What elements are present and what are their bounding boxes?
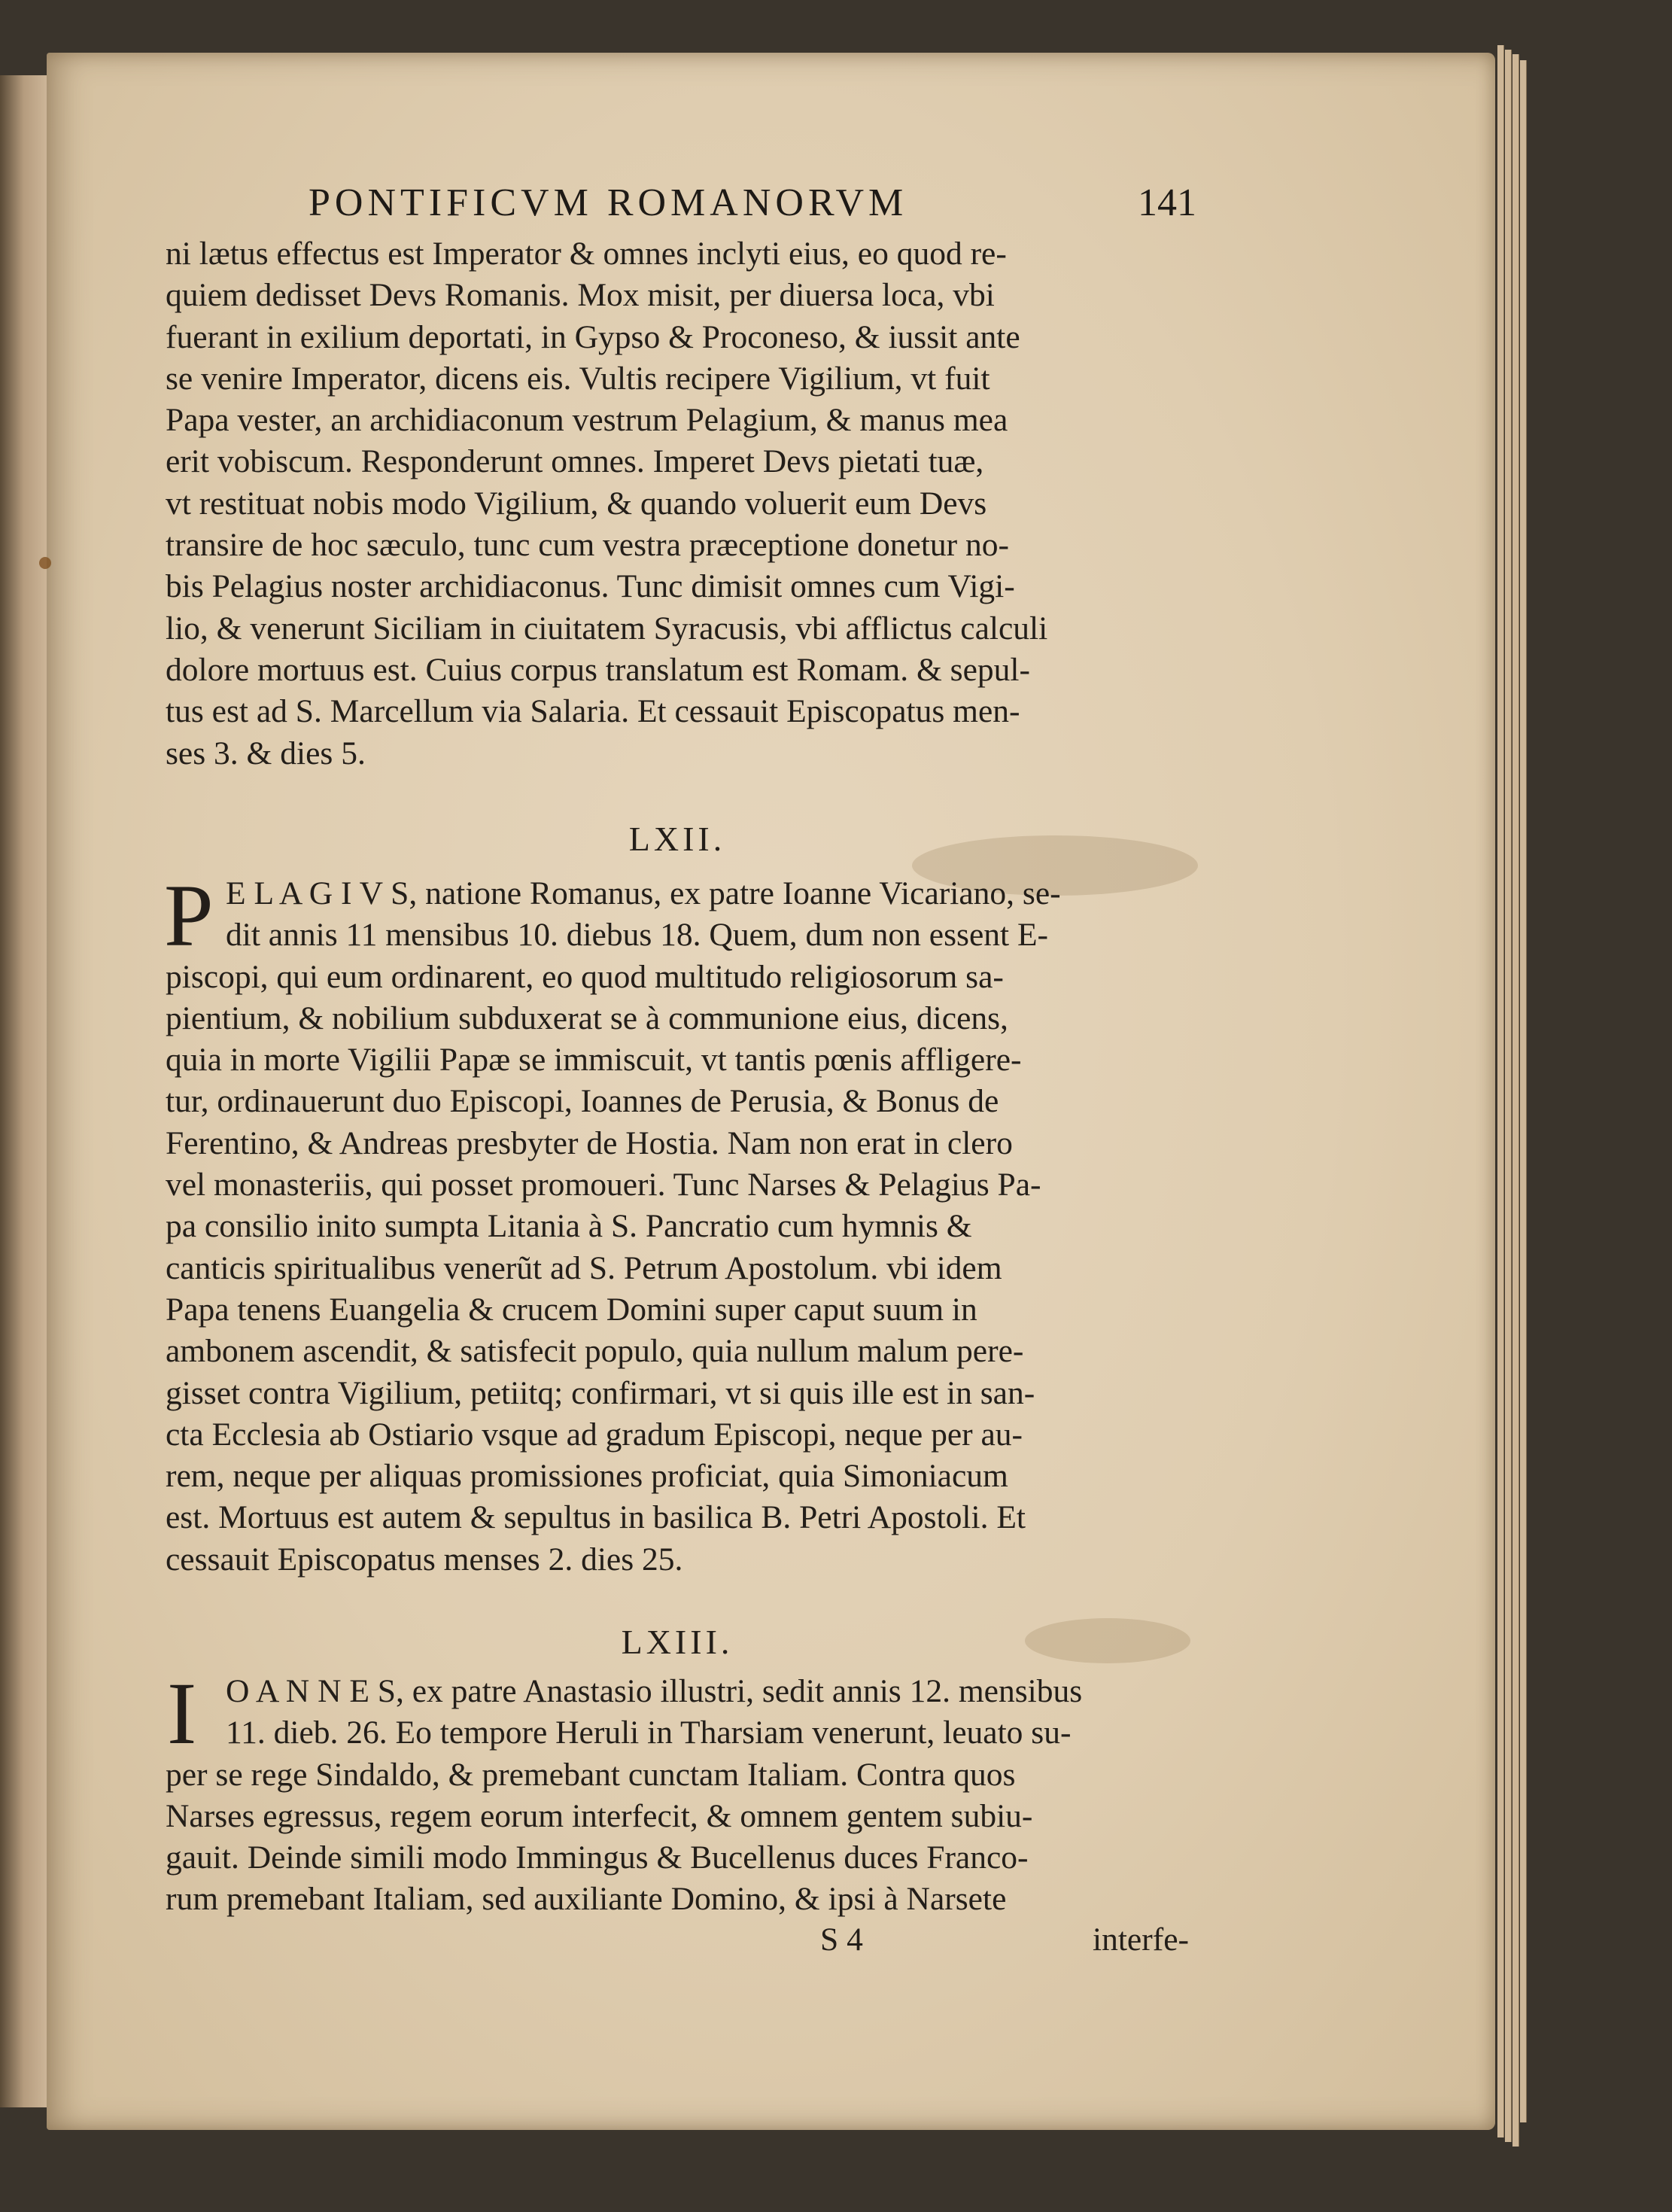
- text-line: rem, neque per aliquas promissiones proficiat, quia Simoniacum: [166, 1458, 1008, 1495]
- text-line: canticis spiritualibus venerũt ad S. Petrum Apostolum. vbi idem: [166, 1249, 1002, 1286]
- text-line: 11. dieb. 26. Eo tempore Heruli in Tharsiam venerunt, leuato su-: [226, 1715, 1072, 1751]
- text-line: transire de hoc sæculo, tunc cum vestra præceptione donetur no-: [166, 527, 1009, 564]
- section-heading-lxii: LXII.: [628, 820, 726, 858]
- stain: [39, 557, 51, 569]
- section-1-text: [166, 233, 1189, 774]
- running-head: [309, 181, 1196, 241]
- text-line: cessauit Episcopatus menses 2. dies 25.: [166, 1541, 683, 1578]
- text-line: pientium, & nobilium subduxerat se à communione eius, dicens,: [166, 1000, 1008, 1036]
- text-line: ses 3. & dies 5.: [166, 735, 366, 771]
- text-line: dit annis 11 mensibus 10. diebus 18. Quem, dum non essent E-: [226, 917, 1049, 954]
- page-stack-edge: [1505, 50, 1512, 2142]
- text-line: Papa tenens Euangelia & crucem Domini super caput suum in: [166, 1291, 977, 1328]
- text-line: O A N N E S, ex patre Anastasio illustri, sedit annis 12. mensibus: [226, 1673, 1083, 1709]
- text-line: Papa vester, an archidiaconum vestrum Pelagium, & manus mea: [166, 402, 1008, 439]
- text-line: est. Mortuus est autem & sepultus in basilica B. Petri Apostoli. Et: [166, 1499, 1026, 1536]
- text-line: tus est ad S. Marcellum via Salaria. Et cessauit Episcopatus men-: [166, 693, 1020, 730]
- section-heading-lxiii: LXIII.: [621, 1623, 734, 1661]
- text-line: dolore mortuus est. Cuius corpus translatum est Romam. & sepul-: [166, 651, 1030, 688]
- text-line: fuerant in exilium deportati, in Gypso & Proconeso, & iussit ante: [166, 318, 1020, 355]
- text-line: ambonem ascendit, & satisfecit populo, quia nullum malum pere-: [166, 1333, 1024, 1370]
- catchword: interfe-: [1093, 1921, 1189, 1958]
- text-line: vel monasteriis, qui posset promoueri. Tunc Narses & Pelagius Pa-: [166, 1167, 1041, 1203]
- text-line: cta Ecclesia ab Ostiario vsque ad gradum Episcopi, neque per au-: [166, 1416, 1023, 1453]
- text-line: E L A G I V S, natione Romanus, ex patre Ioanne Vicariano, se-: [226, 875, 1061, 911]
- text-line: bis Pelagius noster archidiaconus. Tunc dimisit omnes cum Vigi-: [166, 568, 1015, 605]
- text-line: ni lætus effectus est Imperator & omnes inclyti eius, eo quod re-: [166, 236, 1007, 272]
- text-line: erit vobiscum. Responderunt omnes. Imperet Devs pietati tuæ,: [166, 443, 984, 480]
- page-number: 141: [1138, 181, 1196, 224]
- text-line: per se rege Sindaldo, & premebant cunctam Italiam. Contra quos: [166, 1756, 1016, 1793]
- text-line: pa consilio inito sumpta Litania à S. Pancratio cum hymnis &: [166, 1208, 972, 1245]
- drop-cap-p: P: [164, 866, 214, 965]
- text-line: lio, & venerunt Siciliam in ciuitatem Syracusis, vbi afflictus calculi: [166, 610, 1048, 647]
- section-3-text: [166, 1664, 1189, 1921]
- text-line: Narses egressus, regem eorum interfecit, & omnem gentem subiu-: [166, 1797, 1033, 1834]
- text-line: piscopi, qui eum ordinarent, eo quod multitudo religiosorum sa-: [166, 958, 1004, 995]
- page-stack-edge: [1497, 45, 1504, 2137]
- signature-mark: S 4: [820, 1921, 863, 1958]
- drop-cap-i: I: [167, 1664, 197, 1763]
- page-stack-edge: [1512, 54, 1519, 2147]
- running-title: PONTIFICVM ROMANORVM: [309, 181, 908, 224]
- text-line: tur, ordinauerunt duo Episcopi, Ioannes de Perusia, & Bonus de: [166, 1083, 999, 1120]
- text-line: gauit. Deinde simili modo Immingus & Bucellenus duces Franco-: [166, 1839, 1029, 1876]
- text-line: vt restituat nobis modo Vigilium, & quando voluerit eum Devs: [166, 485, 987, 522]
- page-stack-edge: [1520, 60, 1527, 2122]
- text-line: rum premebant Italiam, sed auxiliante Domino, & ipsi à Narsete: [166, 1881, 1007, 1918]
- facing-page-edge: [0, 75, 53, 2107]
- text-line: se venire Imperator, dicens eis. Vultis recipere Vigilium, vt fuit: [166, 360, 990, 397]
- text-line: Ferentino, & Andreas presbyter de Hostia. Nam non erat in clero: [166, 1124, 1013, 1161]
- text-line: quiem dedisset Devs Romanis. Mox misit, per diuersa loca, vbi: [166, 277, 995, 314]
- text-line: quia in morte Vigilii Papæ se immiscuit, vt tantis pœnis affligere-: [166, 1042, 1022, 1079]
- text-line: gisset contra Vigilium, petiitq; confirmari, vt si quis ille est in san-: [166, 1374, 1035, 1411]
- page-footer: [166, 1921, 1189, 1966]
- section-2-text: [164, 866, 1189, 1581]
